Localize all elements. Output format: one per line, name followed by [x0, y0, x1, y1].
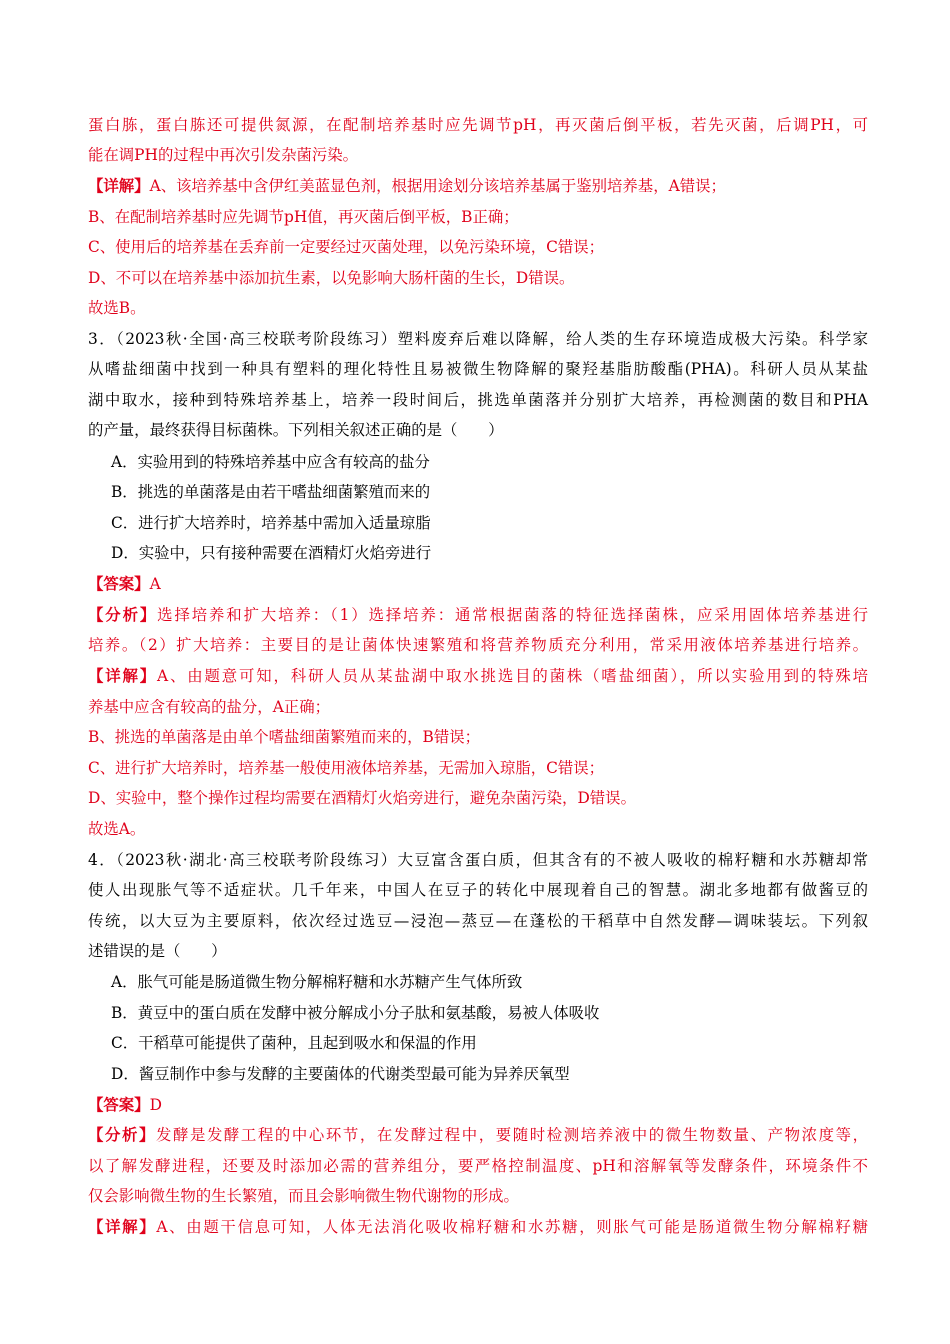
option-line: [111, 1003, 871, 1023]
line-text: C．进行扩大培养时，培养基中需加入适量琼脂: [111, 514, 431, 532]
line-text: A．实验用到的特殊培养基中应含有较高的盐分: [111, 453, 430, 471]
option-line: [111, 513, 871, 533]
line-text: 湖中取水，接种到特殊培养基上，培养一段时间后，挑选单菌落并分别扩大培养，再检测菌的数目和PHA: [88, 391, 868, 409]
text-line: [88, 420, 868, 440]
option-line: [111, 543, 871, 563]
text-line: [88, 359, 868, 379]
option-line: [111, 1033, 871, 1053]
text-line: [88, 298, 868, 318]
line-text: 仅会影响微生物的生长繁殖，而且会影响微生物代谢物的形成。: [88, 1187, 519, 1205]
text-line: [88, 697, 868, 717]
labeled-line: [88, 176, 868, 196]
line-text: 3．（2023秋·全国·高三校联考阶段练习）塑料废弃后难以降解，给人类的生存环境造成极大污染。科学家: [88, 330, 868, 348]
labeled-line: [88, 1095, 868, 1115]
text-line: [88, 850, 868, 870]
line-text: A、该培养基中含伊红美蓝显色剂，根据用途划分该培养基属于鉴别培养基，A错误；: [149, 177, 726, 195]
line-text: C．干稻草可能提供了菌种，且起到吸水和保温的作用: [111, 1034, 477, 1052]
text-line: [88, 727, 868, 747]
line-text: 从嗜盐细菌中找到一种具有塑料的理化特性且易被微生物降解的聚羟基脂肪酸酯(PHA)。科研人员从某盐: [88, 360, 868, 378]
text-line: [88, 880, 868, 900]
line-text: 4．（2023秋·湖北·高三校联考阶段练习）大豆富含蛋白质，但其含有的不被人吸收的棉籽糖和水苏糖却常: [88, 851, 868, 869]
line-text: 蛋白胨，蛋白胨还可提供氮源，在配制培养基时应先调节pH，再灭菌后倒平板，若先灭菌，后调PH，可: [88, 116, 868, 134]
option-line: [111, 1064, 871, 1084]
line-text: 使人出现胀气等不适症状。几千年来，中国人在豆子的转化中展现着自己的智慧。湖北多地都有做酱豆的: [88, 881, 868, 899]
text-line: [88, 941, 868, 961]
text-line: [88, 207, 868, 227]
line-text: B、在配制培养基时应先调节pH值，再灭菌后倒平板，B正确；: [88, 208, 519, 226]
section-label: 【分析】: [88, 606, 158, 624]
line-text: 选择培养和扩大培养：（1）选择培养：通常根据菌落的特征选择菌株，应采用固体培养基进行: [157, 606, 868, 624]
section-label: 【详解】: [88, 1218, 157, 1236]
line-text: B．黄豆中的蛋白质在发酵中被分解成小分子肽和氨基酸，易被人体吸收: [111, 1004, 600, 1022]
text-line: [88, 911, 868, 931]
line-text: D．实验中，只有接种需要在酒精灯火焰旁进行: [111, 544, 432, 562]
labeled-line: [88, 1217, 868, 1237]
text-line: [88, 237, 868, 257]
line-text: 述错误的是（ ）: [88, 942, 227, 960]
section-label: 【详解】: [88, 177, 150, 195]
labeled-line: [88, 605, 868, 625]
line-text: A、由题干信息可知，人体无法消化吸收棉籽糖和水苏糖，则胀气可能是肠道微生物分解棉籽糖: [156, 1218, 868, 1236]
option-line: [111, 482, 871, 502]
line-text: 以了解发酵进程，还要及时添加必需的营养组分，要严格控制温度、pH和溶解氧等发酵条件，环境条件不: [88, 1157, 868, 1175]
line-text: 发酵是发酵工程的中心环节，在发酵过程中，要随时检测培养液中的微生物数量、产物浓度等，: [155, 1126, 868, 1144]
line-text: A．胀气可能是肠道微生物分解棉籽糖和水苏糖产生气体所致: [111, 973, 523, 991]
line-text: C、进行扩大培养时，培养基一般使用液体培养基，无需加入琼脂，C错误；: [88, 759, 605, 777]
line-text: B．挑选的单菌落是由若干嗜盐细菌繁殖而来的: [111, 483, 431, 501]
line-text: 能在调PH的过程中再次引发杂菌污染。: [88, 146, 359, 164]
line-text: A: [149, 575, 161, 593]
line-text: D: [149, 1096, 162, 1114]
text-line: [88, 819, 868, 839]
text-line: [88, 758, 868, 778]
labeled-line: [88, 666, 868, 686]
line-text: 故选B。: [88, 299, 146, 317]
section-label: 【答案】: [88, 1096, 150, 1114]
text-line: [88, 145, 868, 165]
line-text: D、不可以在培养基中添加抗生素，以免影响大肠杆菌的生长，D错误。: [88, 269, 575, 287]
section-label: 【分析】: [88, 1126, 156, 1144]
line-text: D．酱豆制作中参与发酵的主要菌体的代谢类型最可能为异养厌氧型: [111, 1065, 570, 1083]
text-line: [88, 268, 868, 288]
section-label: 【详解】: [88, 667, 158, 685]
line-text: B、挑选的单菌落是由单个嗜盐细菌繁殖而来的，B错误；: [88, 728, 480, 746]
text-line: [88, 635, 868, 655]
option-line: [111, 972, 871, 992]
text-line: [88, 1186, 868, 1206]
line-text: A、由题意可知，科研人员从某盐湖中取水挑选目的菌株（嗜盐细菌），所以实验用到的特殊培: [157, 667, 868, 685]
text-line: [88, 390, 868, 410]
labeled-line: [88, 574, 868, 594]
text-line: [88, 115, 868, 135]
line-text: 培养。（2）扩大培养：主要目的是让菌体快速繁殖和将营养物质充分利用，常采用液体培养基进行培养。: [88, 636, 868, 654]
line-text: 传统，以大豆为主要原料，依次经过选豆—浸泡—蒸豆—在蓬松的干稻草中自然发酵—调味装坛。下列叙: [88, 912, 868, 930]
line-text: 故选A。: [88, 820, 146, 838]
line-text: 的产量，最终获得目标菌株。下列相关叙述正确的是（ ）: [88, 421, 504, 439]
line-text: D、实验中，整个操作过程均需要在酒精灯火焰旁进行，避免杂菌污染，D错误。: [88, 789, 636, 807]
section-label: 【答案】: [88, 575, 150, 593]
text-line: [88, 1156, 868, 1176]
text-line: [88, 788, 868, 808]
line-text: C、使用后的培养基在丢弃前一定要经过灭菌处理，以免污染环境，C错误；: [88, 238, 605, 256]
text-line: [88, 329, 868, 349]
line-text: 养基中应含有较高的盐分，A正确；: [88, 698, 330, 716]
option-line: [111, 452, 871, 472]
labeled-line: [88, 1125, 868, 1145]
